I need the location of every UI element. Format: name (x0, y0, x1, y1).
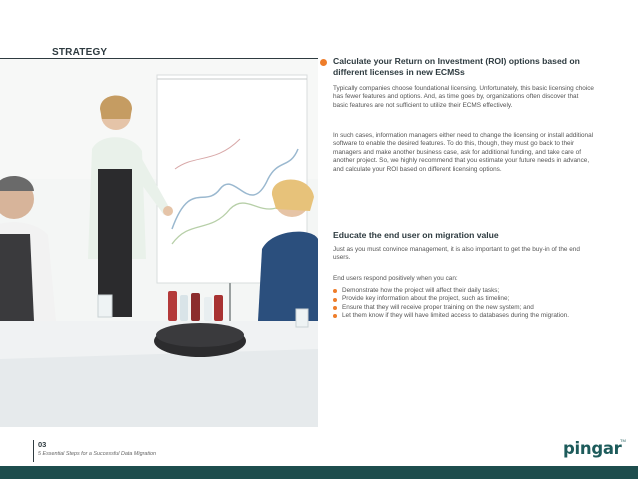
section-bullet-icon (320, 59, 327, 66)
section1-paragraph: In such cases, information managers either need to change the licensing or install additional software to enable the desired features. To do this, though, they must go back to their managers and make another business case, ask for additional funding, and take care of another project. So, we highly recommend that you estimate your future needs in advance, and calculate your ROI based on different licensing options. (333, 132, 594, 173)
list-item: Let them know if they will have limited access to databases during the migration. (333, 312, 595, 320)
list-item: Provide key information about the project, such as timeline; (333, 295, 595, 303)
document-title: 5 Essential Steps for a Successful Data Migration (38, 451, 157, 457)
section2-title: Educate the end user on migration value (333, 230, 499, 240)
logo-text: pingar (563, 439, 622, 458)
logo-trademark: TM (620, 438, 626, 443)
page-number: 03 (38, 440, 47, 449)
footer-bar (0, 466, 638, 479)
list-item: Demonstrate how the project will affect their daily tasks; (333, 287, 595, 295)
section1-title: Calculate your Return on Investment (ROI) options based on different licenses in new ECMSs (333, 56, 580, 77)
footer-divider (33, 440, 34, 462)
page-heading: STRATEGY (52, 47, 108, 58)
section2-paragraph: End users respond positively when you can: (333, 275, 458, 282)
section2-paragraph: Just as you must convince management, it is also important to get the buy-in of the end users. (333, 246, 580, 262)
list-item: Ensure that they will receive proper training on the new system; and (333, 304, 595, 312)
section1-paragraph: Typically companies choose foundational licensing. Unfortunately, this basic licensing choice has fewer features and options. And, as time goes by, organizations often discover that basic features are not sufficient to utilize their ECMS effectively. (333, 85, 594, 109)
pingar-logo (563, 437, 626, 463)
bullet-list (333, 287, 595, 321)
meeting-photo (0, 59, 318, 427)
